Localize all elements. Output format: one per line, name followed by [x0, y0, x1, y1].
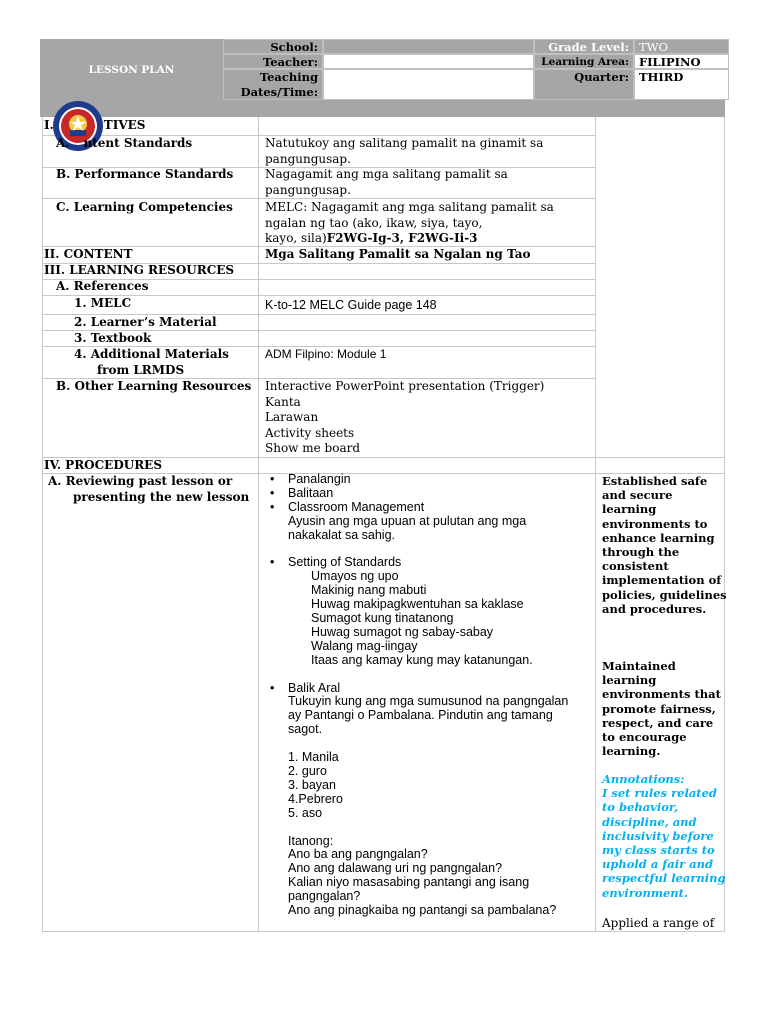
grid-line	[595, 117, 596, 932]
content-text: Mga Salitang Pamalit sa Ngalan ng Tao	[265, 247, 531, 261]
teacher-label: Teacher:	[223, 54, 323, 69]
list-item: • Classroom Management	[270, 499, 425, 514]
ppst-indicator-1: Established safe and secure learning environments to enhance learning through the consistent implementation of policies, guidelines and procedures.	[602, 474, 727, 616]
quarter-label: Quarter:	[534, 69, 634, 100]
content-standards-text: Natutukoy ang salitang pamalit na ginamit sa pangungusap.	[265, 136, 544, 166]
lesson-plan-header	[40, 39, 729, 100]
learners-material-label: 2. Learner’s Material	[74, 315, 217, 329]
grid-line	[42, 931, 724, 932]
list-item: • Balik Aral	[270, 680, 341, 695]
content-label: II. CONTENT	[44, 247, 133, 261]
performance-standards-label: B. Performance Standards	[56, 167, 234, 181]
additional-materials-label: 4. Additional Materials from LRMDS	[74, 347, 229, 377]
list-item: Larawan	[265, 410, 319, 424]
reviewing-lesson-label: A. Reviewing past lesson or presenting the new lesson	[48, 474, 250, 504]
learning-area-label: Learning Area:	[534, 54, 634, 69]
learning-competencies-label: C. Learning Competencies	[56, 200, 233, 214]
content-standards-label: A. ntent Standards	[56, 136, 193, 150]
school-label: School:	[223, 39, 323, 54]
grade-level-value: TWO	[634, 39, 729, 54]
other-resources-label: B. Other Learning Resources	[56, 379, 252, 393]
learning-resources-label: III. LEARNING RESOURCES	[44, 263, 235, 277]
applied-range-text: Applied a range of	[602, 916, 715, 930]
melc-text: K-to-12 MELC Guide page 148	[265, 298, 437, 312]
section-divider-bar	[40, 100, 725, 117]
list-item: • Balitaan	[270, 485, 334, 500]
other-resources-list	[265, 379, 544, 457]
annotation-note: Annotations: I set rules related to behavior, discipline, and inclusivity before my class starts to uphold a fair and respectful learning environment.	[602, 772, 726, 900]
grid-line	[42, 198, 595, 199]
grid-line	[258, 117, 259, 932]
learning-area-value: FILIPINO	[634, 54, 729, 69]
grade-level-label: Grade Level:	[534, 39, 634, 54]
learning-competencies-text: MELC: Nagagamit ang mga salitang pamalit sa ngalan ng tao (ako, ikaw, siya, tayo, kayo, sila)F2WG-Ig-3, F2WG-Ii-3	[265, 200, 554, 245]
melc-label: 1. MELC	[74, 296, 132, 310]
competency-code: F2WG-Ig-3, F2WG-Ii-3	[326, 231, 478, 245]
objectives-heading: I. TIVES	[44, 118, 146, 132]
performance-standards-text: Nagagamit ang mga salitang pamalit sa pangungusap.	[265, 167, 508, 197]
list-item: Kanta	[265, 394, 301, 409]
standards-list: Umayos ng upo Makinig nang mabuti Huwag makipagkwentuhan sa kaklase Sumagot kung tinatanong Huwag sumagot ng sabay-sabay Walang mag-iingay Itaas ang kamay kung may katanungan.	[311, 569, 533, 667]
procedures-label: IV. PROCEDURES	[44, 458, 162, 472]
references-label: A. References	[56, 279, 149, 293]
list-item: Activity sheets	[265, 425, 355, 440]
procedures-activity-list: • Panalangin • Balitaan • Classroom Management Ayusin ang mga upuan at pulutan ang mga nakakalat sa sahig. • Setting of Standards Umayos ng upo Makinig nang mabuti Huwag makipagkwentuhan sa kaklase Sumagot kung tinatanong Huwag sumagot ng sabay-sabay Walang mag-iingay Itaas ang kamay kung may katanungan. • Balik Aral Tukuyin kung ang mga sumusunod na pangngalan ay Pantangi o Pambalana. Pindutin ang tamang sagot. 1. Manila 2. guro 3. bayan 4.Pebrero 5. aso Itanong: Ano ba ang pangngalan? Ano ang dalawang uri ng pangngalan? Kalian niyo masasabing pantangi ang isang pangngalan? Ano ang pinagkaiba ng pantangi sa pambalana?	[270, 472, 569, 918]
list-item: • Setting of Standards	[270, 555, 402, 570]
list-item: Interactive PowerPoint presentation (Trigger)	[265, 379, 545, 393]
grid-line	[42, 117, 43, 932]
additional-materials-text: ADM Filpino: Module 1	[265, 347, 387, 361]
teacher-value	[323, 54, 534, 69]
textbook-label: 3. Textbook	[74, 331, 152, 345]
teaching-dates-value	[323, 69, 534, 100]
list-item: • Panalangin	[270, 472, 351, 486]
school-value	[323, 39, 534, 54]
quarter-value: THIRD	[634, 69, 729, 100]
lesson-plan-title: LESSON PLAN	[40, 39, 223, 100]
list-item: Show me board	[265, 441, 361, 455]
teaching-dates-label: Teaching Dates/Time:	[223, 69, 323, 100]
ppst-indicator-2: Maintained learning environments that promote fairness, respect, and care to encourage learning.	[602, 659, 721, 759]
